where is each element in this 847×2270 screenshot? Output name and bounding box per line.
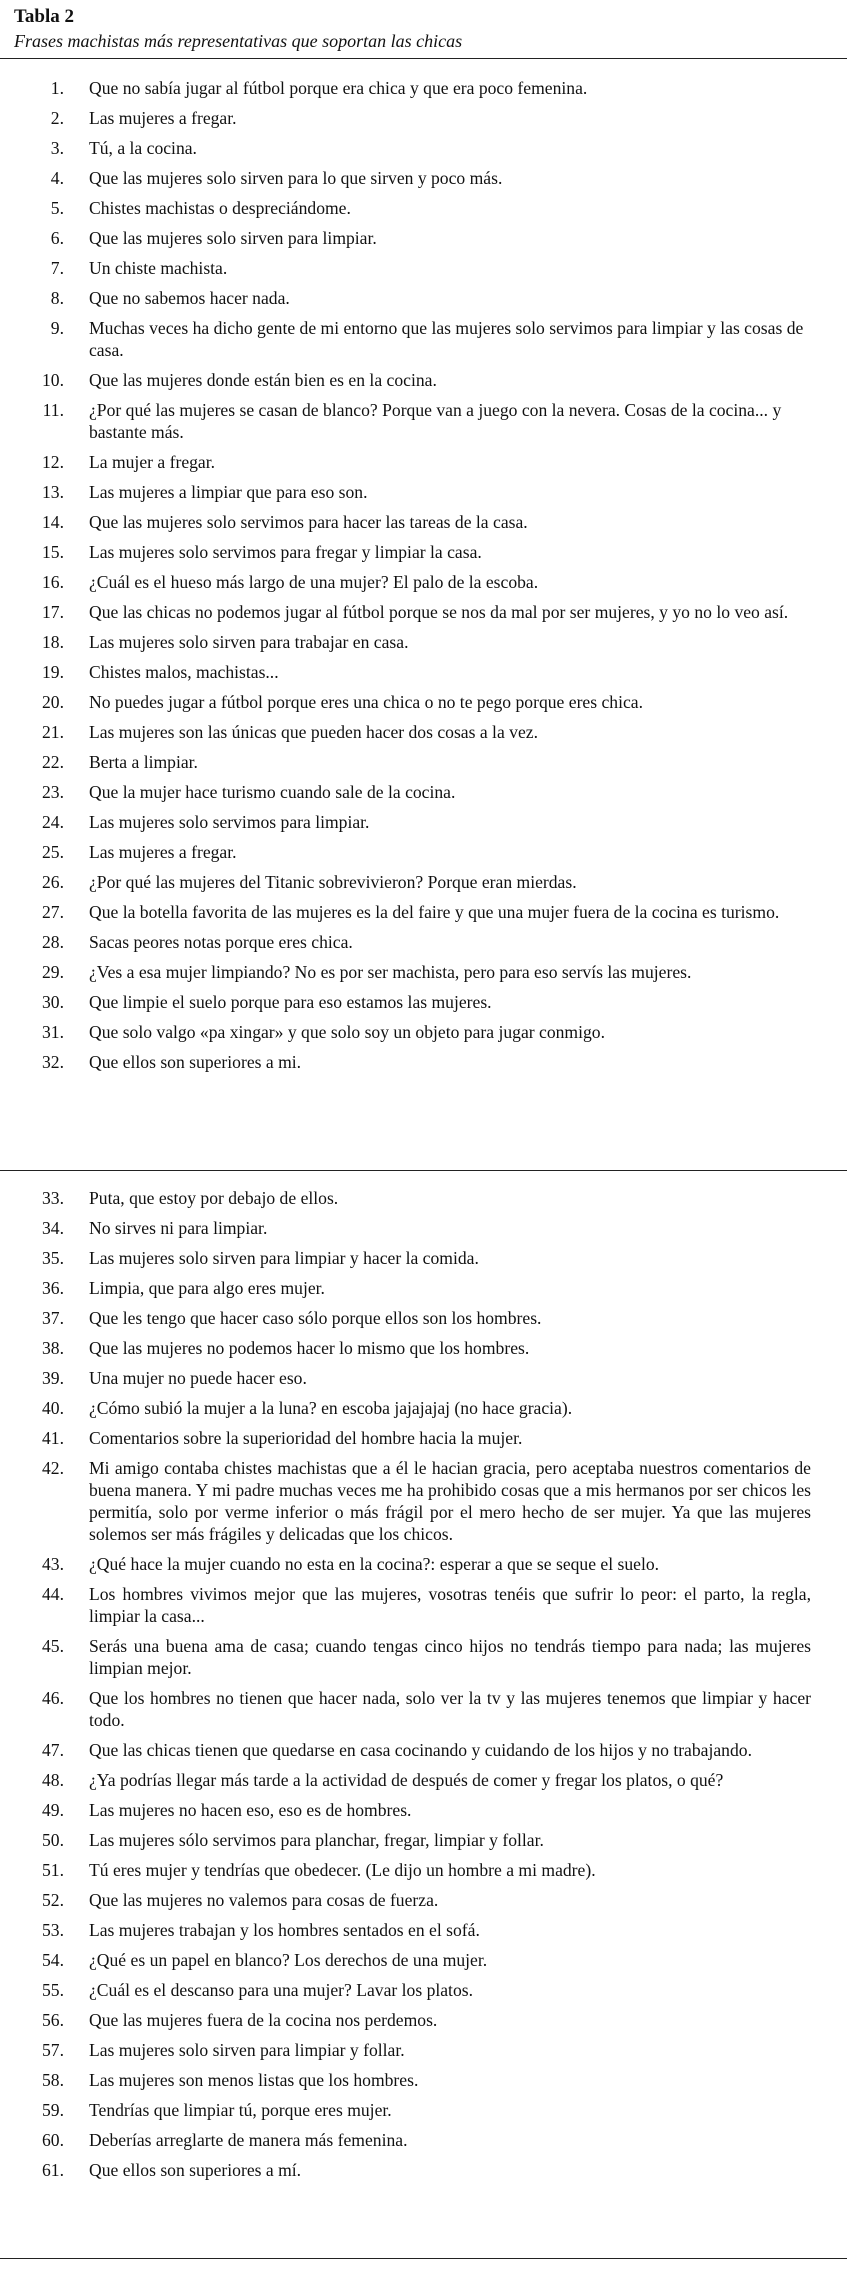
item-number: 44.	[42, 1584, 64, 1604]
list-item	[0, 1307, 847, 1329]
item-text: Serás una buena ama de casa; cuando tengas cinco hijos no tendrás tiempo para nada; las mujeres limpian mejor.	[89, 1636, 811, 1678]
item-text: Que les tengo que hacer caso sólo porque ellos son los hombres.	[89, 1308, 542, 1328]
list-item	[0, 227, 847, 249]
list-item	[0, 1051, 847, 1073]
list-item	[0, 661, 847, 683]
list-item	[0, 691, 847, 713]
item-text: Las mujeres no hacen eso, eso es de hombres.	[89, 1800, 412, 1820]
list-item	[0, 1021, 847, 1043]
list-item	[0, 931, 847, 953]
item-number: 61.	[42, 2160, 64, 2180]
list-item	[0, 1427, 847, 1449]
item-text: Que solo valgo «pa xingar» y que solo soy un objeto para jugar conmigo.	[89, 1022, 605, 1042]
item-number: 40.	[42, 1398, 64, 1418]
item-number: 47.	[42, 1740, 64, 1760]
item-text: ¿Ya podrías llegar más tarde a la actividad de después de comer y fregar los platos, o qué?	[89, 1770, 724, 1790]
item-text: ¿Por qué las mujeres se casan de blanco? Porque van a juego con la nevera. Cosas de la cocina... y bastante más.	[89, 400, 782, 442]
list-item	[0, 601, 847, 623]
item-text: Las mujeres solo servimos para limpiar.	[89, 812, 370, 832]
item-number: 41.	[42, 1428, 64, 1448]
list-item	[0, 1889, 847, 1911]
table-header	[14, 6, 844, 52]
item-number: 20.	[42, 692, 64, 712]
item-number: 42.	[42, 1458, 64, 1478]
list-item	[0, 1829, 847, 1851]
item-text: Puta, que estoy por debajo de ellos.	[89, 1188, 339, 1208]
item-text: Tú eres mujer y tendrías que obedecer. (Le dijo un hombre a mi madre).	[89, 1860, 596, 1880]
item-number: 21.	[42, 722, 64, 742]
item-number: 59.	[42, 2100, 64, 2120]
item-text: Tú, a la cocina.	[89, 138, 197, 158]
item-text: Las mujeres solo sirven para trabajar en casa.	[89, 632, 409, 652]
item-text: No sirves ni para limpiar.	[89, 1218, 268, 1238]
list-item	[0, 77, 847, 99]
item-text: La mujer a fregar.	[89, 452, 216, 472]
table-caption: Frases machistas más representativas que soportan las chicas	[14, 31, 463, 51]
item-number: 38.	[42, 1338, 64, 1358]
list-item	[0, 1635, 847, 1679]
item-text: ¿Cuál es el descanso para una mujer? Lavar los platos.	[89, 1980, 473, 2000]
item-text: Las mujeres a fregar.	[89, 842, 237, 862]
item-number: 29.	[42, 962, 64, 982]
item-text: Tendrías que limpiar tú, porque eres mujer.	[89, 2100, 392, 2120]
item-number: 34.	[42, 1218, 64, 1238]
item-text: ¿Ves a esa mujer limpiando? No es por ser machista, pero para eso servís las mujeres.	[89, 962, 692, 982]
item-number: 6.	[50, 228, 64, 248]
item-text: Que las mujeres donde están bien es en la cocina.	[89, 370, 437, 390]
list-item	[0, 511, 847, 533]
item-text: Que las mujeres solo servimos para hacer las tareas de la casa.	[89, 512, 528, 532]
list-item	[0, 1979, 847, 2001]
item-number: 43.	[42, 1554, 64, 1574]
item-number: 51.	[42, 1860, 64, 1880]
item-number: 32.	[42, 1052, 64, 1072]
item-number: 56.	[42, 2010, 64, 2030]
list-item	[0, 871, 847, 893]
item-text: Que las mujeres solo sirven para lo que sirven y poco más.	[89, 168, 503, 188]
item-text: Que las mujeres no podemos hacer lo mismo que los hombres.	[89, 1338, 530, 1358]
item-number: 28.	[42, 932, 64, 952]
phrase-list-part-2	[0, 1187, 847, 2189]
item-number: 4.	[50, 168, 64, 188]
list-item	[0, 481, 847, 503]
item-number: 50.	[42, 1830, 64, 1850]
item-text: ¿Qué hace la mujer cuando no esta en la cocina?: esperar a que se seque el suelo.	[89, 1554, 660, 1574]
list-item	[0, 2009, 847, 2031]
item-text: Que la mujer hace turismo cuando sale de la cocina.	[89, 782, 456, 802]
item-number: 26.	[42, 872, 64, 892]
list-item	[0, 287, 847, 309]
item-number: 5.	[50, 198, 64, 218]
list-item	[0, 317, 847, 361]
item-text: Que ellos son superiores a mi.	[89, 1052, 302, 1072]
item-text: Las mujeres a fregar.	[89, 108, 237, 128]
list-item	[0, 257, 847, 279]
item-text: Que los hombres no tienen que hacer nada, solo ver la tv y las mujeres tenemos que limpiar y hacer todo.	[89, 1688, 811, 1730]
item-number: 52.	[42, 1890, 64, 1910]
list-item	[0, 1457, 847, 1545]
item-number: 24.	[42, 812, 64, 832]
item-text: Los hombres vivimos mejor que las mujeres, vosotras tenéis que sufrir lo peor: el parto, la regla, limpiar la casa...	[89, 1584, 811, 1626]
list-item	[0, 1187, 847, 1209]
item-number: 37.	[42, 1308, 64, 1328]
top-rule	[0, 58, 847, 59]
item-text: Sacas peores notas porque eres chica.	[89, 932, 353, 952]
item-text: Berta a limpiar.	[89, 752, 198, 772]
item-number: 1.	[50, 78, 64, 98]
list-item	[0, 901, 847, 923]
item-text: Un chiste machista.	[89, 258, 228, 278]
item-text: Las mujeres solo sirven para limpiar y hacer la comida.	[89, 1248, 479, 1268]
list-item	[0, 2159, 847, 2181]
list-item	[0, 1859, 847, 1881]
item-text: Deberías arreglarte de manera más femenina.	[89, 2130, 408, 2150]
item-text: ¿Por qué las mujeres del Titanic sobrevivieron? Porque eran mierdas.	[89, 872, 577, 892]
item-number: 22.	[42, 752, 64, 772]
list-item	[0, 369, 847, 391]
item-number: 60.	[42, 2130, 64, 2150]
item-text: Que limpie el suelo porque para eso estamos las mujeres.	[89, 992, 492, 1012]
item-number: 57.	[42, 2040, 64, 2060]
item-text: Que las mujeres solo sirven para limpiar.	[89, 228, 377, 248]
item-number: 10.	[42, 370, 64, 390]
item-text: Que no sabía jugar al fútbol porque era chica y que era poco femenina.	[89, 78, 588, 98]
item-number: 16.	[42, 572, 64, 592]
item-number: 53.	[42, 1920, 64, 1940]
item-number: 11.	[42, 400, 64, 420]
item-number: 15.	[42, 542, 64, 562]
item-text: Que las chicas tienen que quedarse en casa cocinando y cuidando de los hijos y no trabajando.	[89, 1740, 752, 1760]
item-text: Una mujer no puede hacer eso.	[89, 1368, 307, 1388]
item-text: Muchas veces ha dicho gente de mi entorno que las mujeres solo servimos para limpiar y las cosas de casa.	[89, 318, 804, 360]
item-text: Las mujeres sólo servimos para planchar, fregar, limpiar y follar.	[89, 1830, 544, 1850]
item-number: 49.	[42, 1800, 64, 1820]
item-text: Las mujeres trabajan y los hombres sentados en el sofá.	[89, 1920, 480, 1940]
item-number: 54.	[42, 1950, 64, 1970]
list-item	[0, 1337, 847, 1359]
item-number: 12.	[42, 452, 64, 472]
list-item	[0, 451, 847, 473]
list-item	[0, 1919, 847, 1941]
list-item	[0, 721, 847, 743]
item-number: 18.	[42, 632, 64, 652]
item-number: 8.	[50, 288, 64, 308]
list-item	[0, 1553, 847, 1575]
list-item	[0, 1687, 847, 1731]
list-item	[0, 961, 847, 983]
list-item	[0, 541, 847, 563]
item-text: Chistes malos, machistas...	[89, 662, 279, 682]
item-text: Comentarios sobre la superioridad del hombre hacia la mujer.	[89, 1428, 523, 1448]
item-number: 48.	[42, 1770, 64, 1790]
list-item	[0, 1247, 847, 1269]
list-item	[0, 1799, 847, 1821]
item-number: 30.	[42, 992, 64, 1012]
item-number: 9.	[50, 318, 64, 338]
item-text: Que las mujeres no valemos para cosas de fuerza.	[89, 1890, 439, 1910]
list-item	[0, 197, 847, 219]
item-number: 33.	[42, 1188, 64, 1208]
list-item	[0, 1397, 847, 1419]
item-text: Mi amigo contaba chistes machistas que a él le hacian gracia, pero aceptaba nuestros comentarios de buena manera. Y mi padre muchas veces me ha prohibido cosas que a mis hermanos por ser chicos les permitía, solo por verme inferior o más frágil por el mero hecho de ser mujer. Ya que las mujeres solemos ser más frágiles y delicadas que los chicos.	[89, 1458, 811, 1544]
item-text: Que ellos son superiores a mí.	[89, 2160, 302, 2180]
list-item	[0, 1217, 847, 1239]
item-number: 45.	[42, 1636, 64, 1656]
list-item	[0, 781, 847, 803]
list-item	[0, 2039, 847, 2061]
item-number: 25.	[42, 842, 64, 862]
item-number: 58.	[42, 2070, 64, 2090]
item-text: Que las chicas no podemos jugar al fútbol porque se nos da mal por ser mujeres, y yo no lo veo así.	[89, 602, 789, 622]
list-item	[0, 1277, 847, 1299]
list-item	[0, 571, 847, 593]
item-number: 23.	[42, 782, 64, 802]
list-item	[0, 1367, 847, 1389]
item-text: Que no sabemos hacer nada.	[89, 288, 290, 308]
table-label: Tabla 2	[14, 6, 75, 27]
item-number: 17.	[42, 602, 64, 622]
item-number: 14.	[42, 512, 64, 532]
list-item	[0, 399, 847, 443]
phrase-list-part-1	[0, 77, 847, 1081]
list-item	[0, 631, 847, 653]
list-item	[0, 107, 847, 129]
item-text: Las mujeres solo sirven para limpiar y follar.	[89, 2040, 405, 2060]
item-number: 2.	[50, 108, 64, 128]
list-item	[0, 2069, 847, 2091]
item-text: ¿Cómo subió la mujer a la luna? en escoba jajajajaj (no hace gracia).	[89, 1398, 573, 1418]
item-number: 35.	[42, 1248, 64, 1268]
item-text: Que las mujeres fuera de la cocina nos perdemos.	[89, 2010, 438, 2030]
list-item	[0, 2099, 847, 2121]
item-number: 7.	[50, 258, 64, 278]
item-number: 36.	[42, 1278, 64, 1298]
item-text: Que la botella favorita de las mujeres es la del faire y que una mujer fuera de la cocina es turismo.	[89, 902, 780, 922]
item-number: 19.	[42, 662, 64, 682]
list-item	[0, 1739, 847, 1761]
item-number: 46.	[42, 1688, 64, 1708]
list-item	[0, 751, 847, 773]
item-number: 13.	[42, 482, 64, 502]
list-item	[0, 841, 847, 863]
item-text: Las mujeres son las únicas que pueden hacer dos cosas a la vez.	[89, 722, 538, 742]
item-number: 31.	[42, 1022, 64, 1042]
item-text: No puedes jugar a fútbol porque eres una chica o no te pego porque eres chica.	[89, 692, 643, 712]
list-item	[0, 167, 847, 189]
item-number: 39.	[42, 1368, 64, 1388]
item-number: 55.	[42, 1980, 64, 2000]
bottom-rule	[0, 2258, 847, 2259]
middle-rule	[0, 1170, 847, 1171]
item-text: Chistes machistas o despreciándome.	[89, 198, 351, 218]
item-text: Limpia, que para algo eres mujer.	[89, 1278, 325, 1298]
list-item	[0, 137, 847, 159]
item-text: Las mujeres son menos listas que los hombres.	[89, 2070, 419, 2090]
item-text: Las mujeres solo servimos para fregar y limpiar la casa.	[89, 542, 482, 562]
item-text: ¿Cuál es el hueso más largo de una mujer? El palo de la escoba.	[89, 572, 539, 592]
list-item	[0, 1949, 847, 1971]
list-item	[0, 991, 847, 1013]
item-number: 27.	[42, 902, 64, 922]
list-item	[0, 2129, 847, 2151]
item-text: ¿Qué es un papel en blanco? Los derechos de una mujer.	[89, 1950, 488, 1970]
list-item	[0, 811, 847, 833]
list-item	[0, 1583, 847, 1627]
item-text: Las mujeres a limpiar que para eso son.	[89, 482, 368, 502]
item-number: 3.	[50, 138, 64, 158]
list-item	[0, 1769, 847, 1791]
